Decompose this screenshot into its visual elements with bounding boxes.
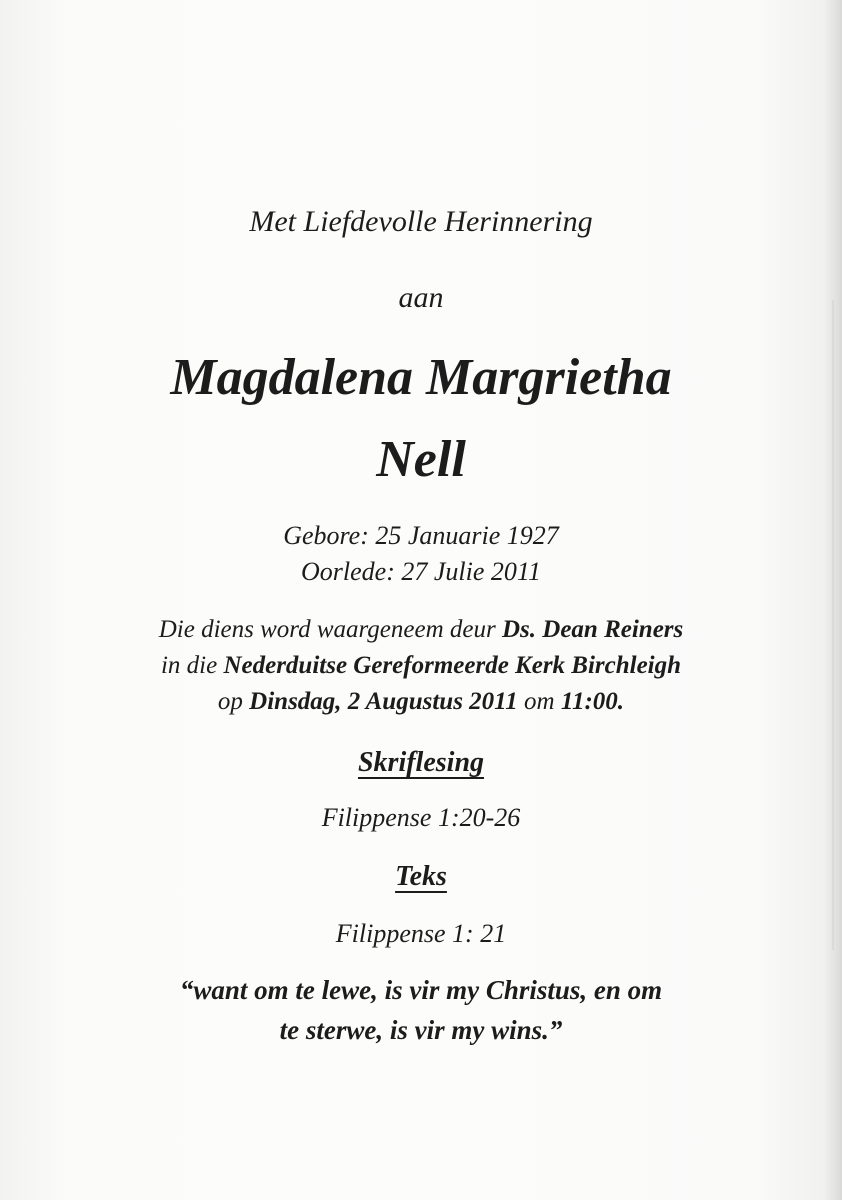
- birth-date: Gebore: 25 Januarie 1927: [283, 521, 559, 550]
- service-line-minister-prefix: Die diens word waargeneem deur: [158, 616, 502, 643]
- service-date: Dinsdag, 2 Augustus 2011: [249, 688, 518, 715]
- service-line-date: [0, 684, 842, 720]
- service-line-church-prefix: in die: [160, 652, 224, 679]
- scripture-quote: [0, 970, 842, 1050]
- service-time: 11:00.: [560, 688, 625, 715]
- memorial-to: aan: [398, 281, 444, 314]
- service-line-church: [0, 648, 842, 684]
- reading-heading: Skriflesing: [357, 747, 485, 778]
- church-name: Nederduitse Gereformeerde Kerk Birchleigh: [223, 652, 682, 679]
- death-date: Oorlede: 27 Julie 2011: [301, 557, 541, 586]
- memorial-intro: Met Liefdevolle Herinnering: [249, 205, 593, 238]
- text-heading: Teks: [395, 861, 447, 892]
- reading-reference: Filippense 1:20-26: [321, 803, 521, 832]
- deceased-surname: Nell: [376, 431, 466, 488]
- deceased-first-names: Magdalena Margrietha: [170, 349, 672, 406]
- text-reference: Filippense 1: 21: [335, 919, 507, 948]
- scripture-quote-line-2: te sterwe, is vir my wins.”: [279, 1015, 563, 1045]
- service-line-minister: [0, 612, 842, 648]
- service-line-date-mid: om: [517, 688, 561, 715]
- scripture-quote-line-1: “want om te lewe, is vir my Christus, en om: [179, 975, 663, 1005]
- life-dates: [0, 518, 842, 590]
- service-details: [0, 612, 842, 720]
- minister-name: Ds. Dean Reiners: [501, 616, 684, 643]
- service-line-date-prefix: op: [217, 688, 250, 715]
